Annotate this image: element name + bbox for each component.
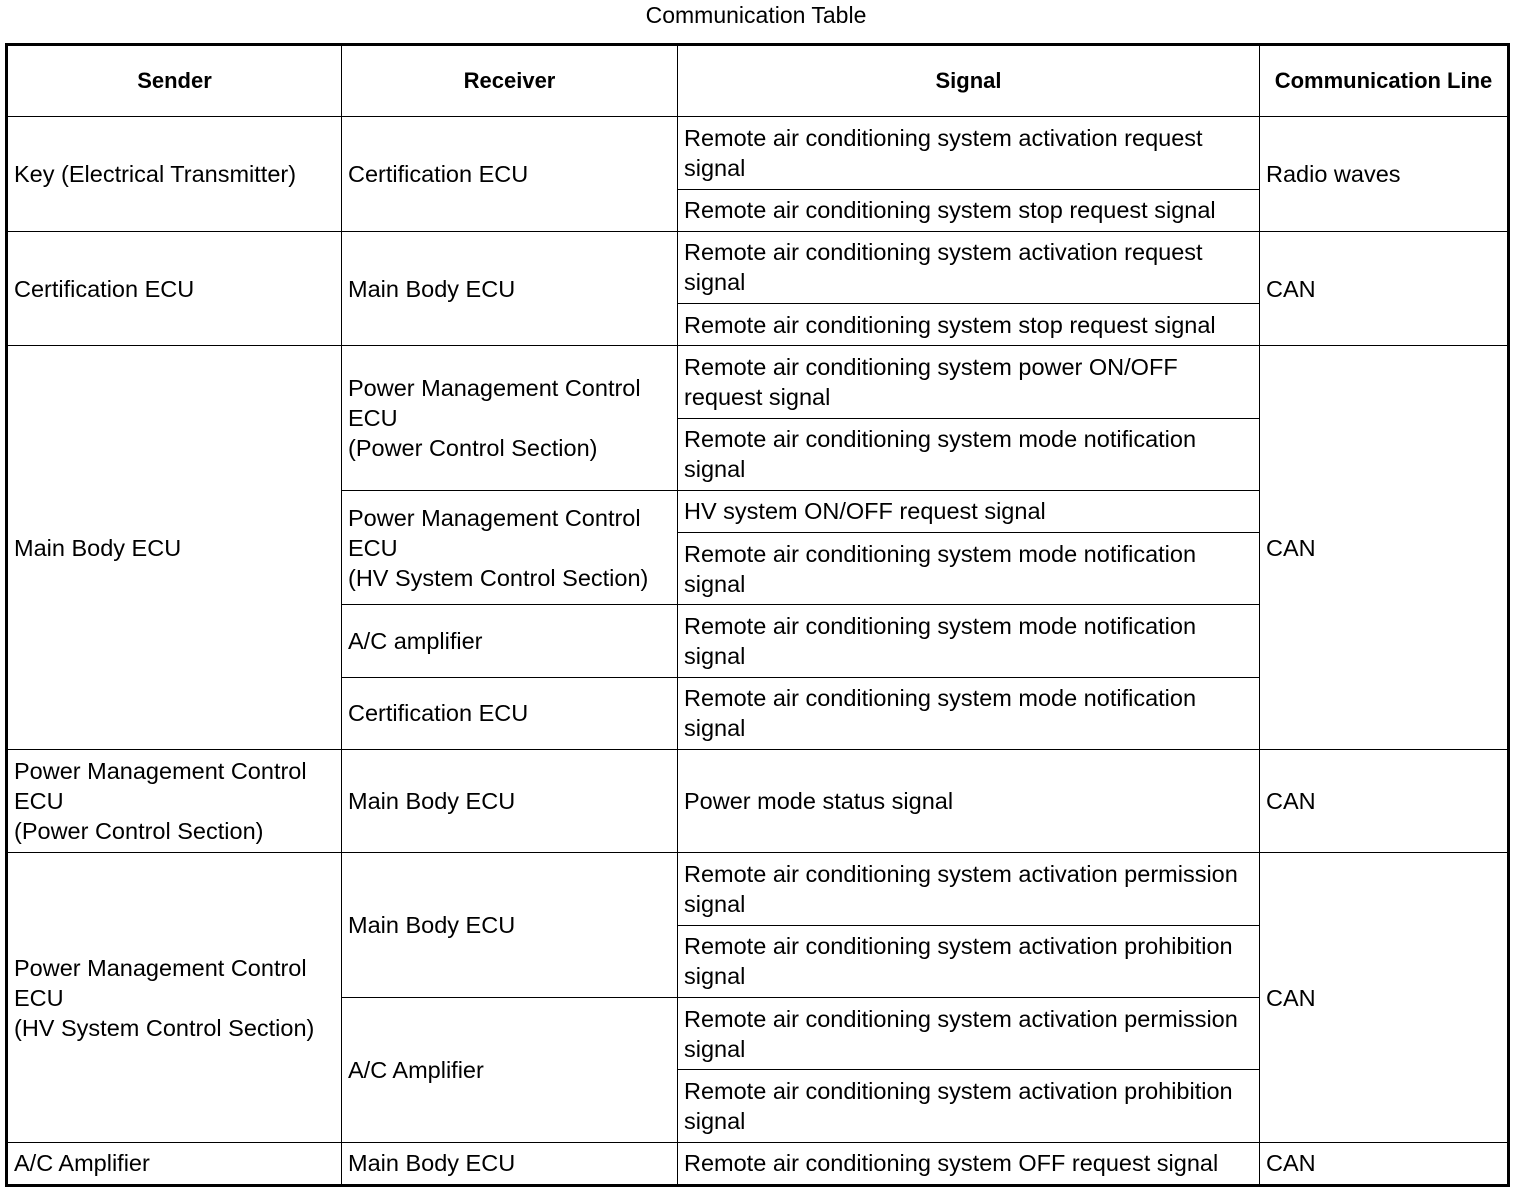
- table-row: [7, 853, 1509, 925]
- line-cell: Radio waves: [1260, 117, 1509, 231]
- signal-cell: Remote air conditioning system stop request signal: [678, 304, 1260, 346]
- table-row: [7, 750, 1509, 853]
- receiver-cell: Main Body ECU: [342, 1142, 678, 1185]
- signal-cell: Remote air conditioning system mode notification signal: [678, 418, 1260, 490]
- signal-cell: Remote air conditioning system OFF request signal: [678, 1142, 1260, 1185]
- sender-cell: Key (Electrical Transmitter): [7, 117, 342, 231]
- table-row: [7, 346, 1509, 418]
- signal-cell: Remote air conditioning system mode notification signal: [678, 605, 1260, 677]
- header-sender: Sender: [7, 45, 342, 117]
- sender-cell: Power Management Control ECU (Power Control Section): [7, 750, 342, 853]
- line-cell: CAN: [1260, 1142, 1509, 1185]
- receiver-cell: Main Body ECU: [342, 853, 678, 998]
- line-cell: CAN: [1260, 231, 1509, 345]
- signal-cell: HV system ON/OFF request signal: [678, 490, 1260, 532]
- signal-cell: Remote air conditioning system activation request signal: [678, 117, 1260, 189]
- receiver-cell: Main Body ECU: [342, 231, 678, 345]
- header-receiver: Receiver: [342, 45, 678, 117]
- signal-cell: Remote air conditioning system activation request signal: [678, 231, 1260, 303]
- sender-cell: Certification ECU: [7, 231, 342, 345]
- signal-cell: Remote air conditioning system power ON/OFF request signal: [678, 346, 1260, 418]
- line-cell: CAN: [1260, 346, 1509, 750]
- signal-cell: Remote air conditioning system mode notification signal: [678, 533, 1260, 605]
- signal-cell: Remote air conditioning system activation prohibition signal: [678, 925, 1260, 997]
- signal-cell: Remote air conditioning system mode notification signal: [678, 677, 1260, 749]
- table-title: Communication Table: [645, 2, 867, 28]
- sender-cell: Main Body ECU: [7, 346, 342, 750]
- signal-cell: Remote air conditioning system stop request signal: [678, 189, 1260, 231]
- receiver-cell: A/C Amplifier: [342, 998, 678, 1143]
- signal-cell: Remote air conditioning system activation permission signal: [678, 998, 1260, 1070]
- table-row: [7, 117, 1509, 189]
- receiver-cell: Power Management Control ECU (Power Control Section): [342, 346, 678, 491]
- receiver-cell: A/C amplifier: [342, 605, 678, 677]
- signal-cell: Power mode status signal: [678, 750, 1260, 853]
- receiver-cell: Certification ECU: [342, 117, 678, 231]
- sender-cell: Power Management Control ECU (HV System Control Section): [7, 853, 342, 1142]
- table-row: [7, 231, 1509, 303]
- header-communication-line: Communication Line: [1260, 45, 1509, 117]
- sender-cell: A/C Amplifier: [7, 1142, 342, 1185]
- communication-table: [5, 43, 1510, 1187]
- signal-cell: Remote air conditioning system activation prohibition signal: [678, 1070, 1260, 1142]
- line-cell: CAN: [1260, 853, 1509, 1142]
- signal-cell: Remote air conditioning system activation permission signal: [678, 853, 1260, 925]
- header-row: [7, 45, 1509, 117]
- receiver-cell: Power Management Control ECU (HV System Control Section): [342, 490, 678, 604]
- header-signal: Signal: [678, 45, 1260, 117]
- receiver-cell: Certification ECU: [342, 677, 678, 749]
- line-cell: CAN: [1260, 750, 1509, 853]
- table-row: [7, 1142, 1509, 1185]
- receiver-cell: Main Body ECU: [342, 750, 678, 853]
